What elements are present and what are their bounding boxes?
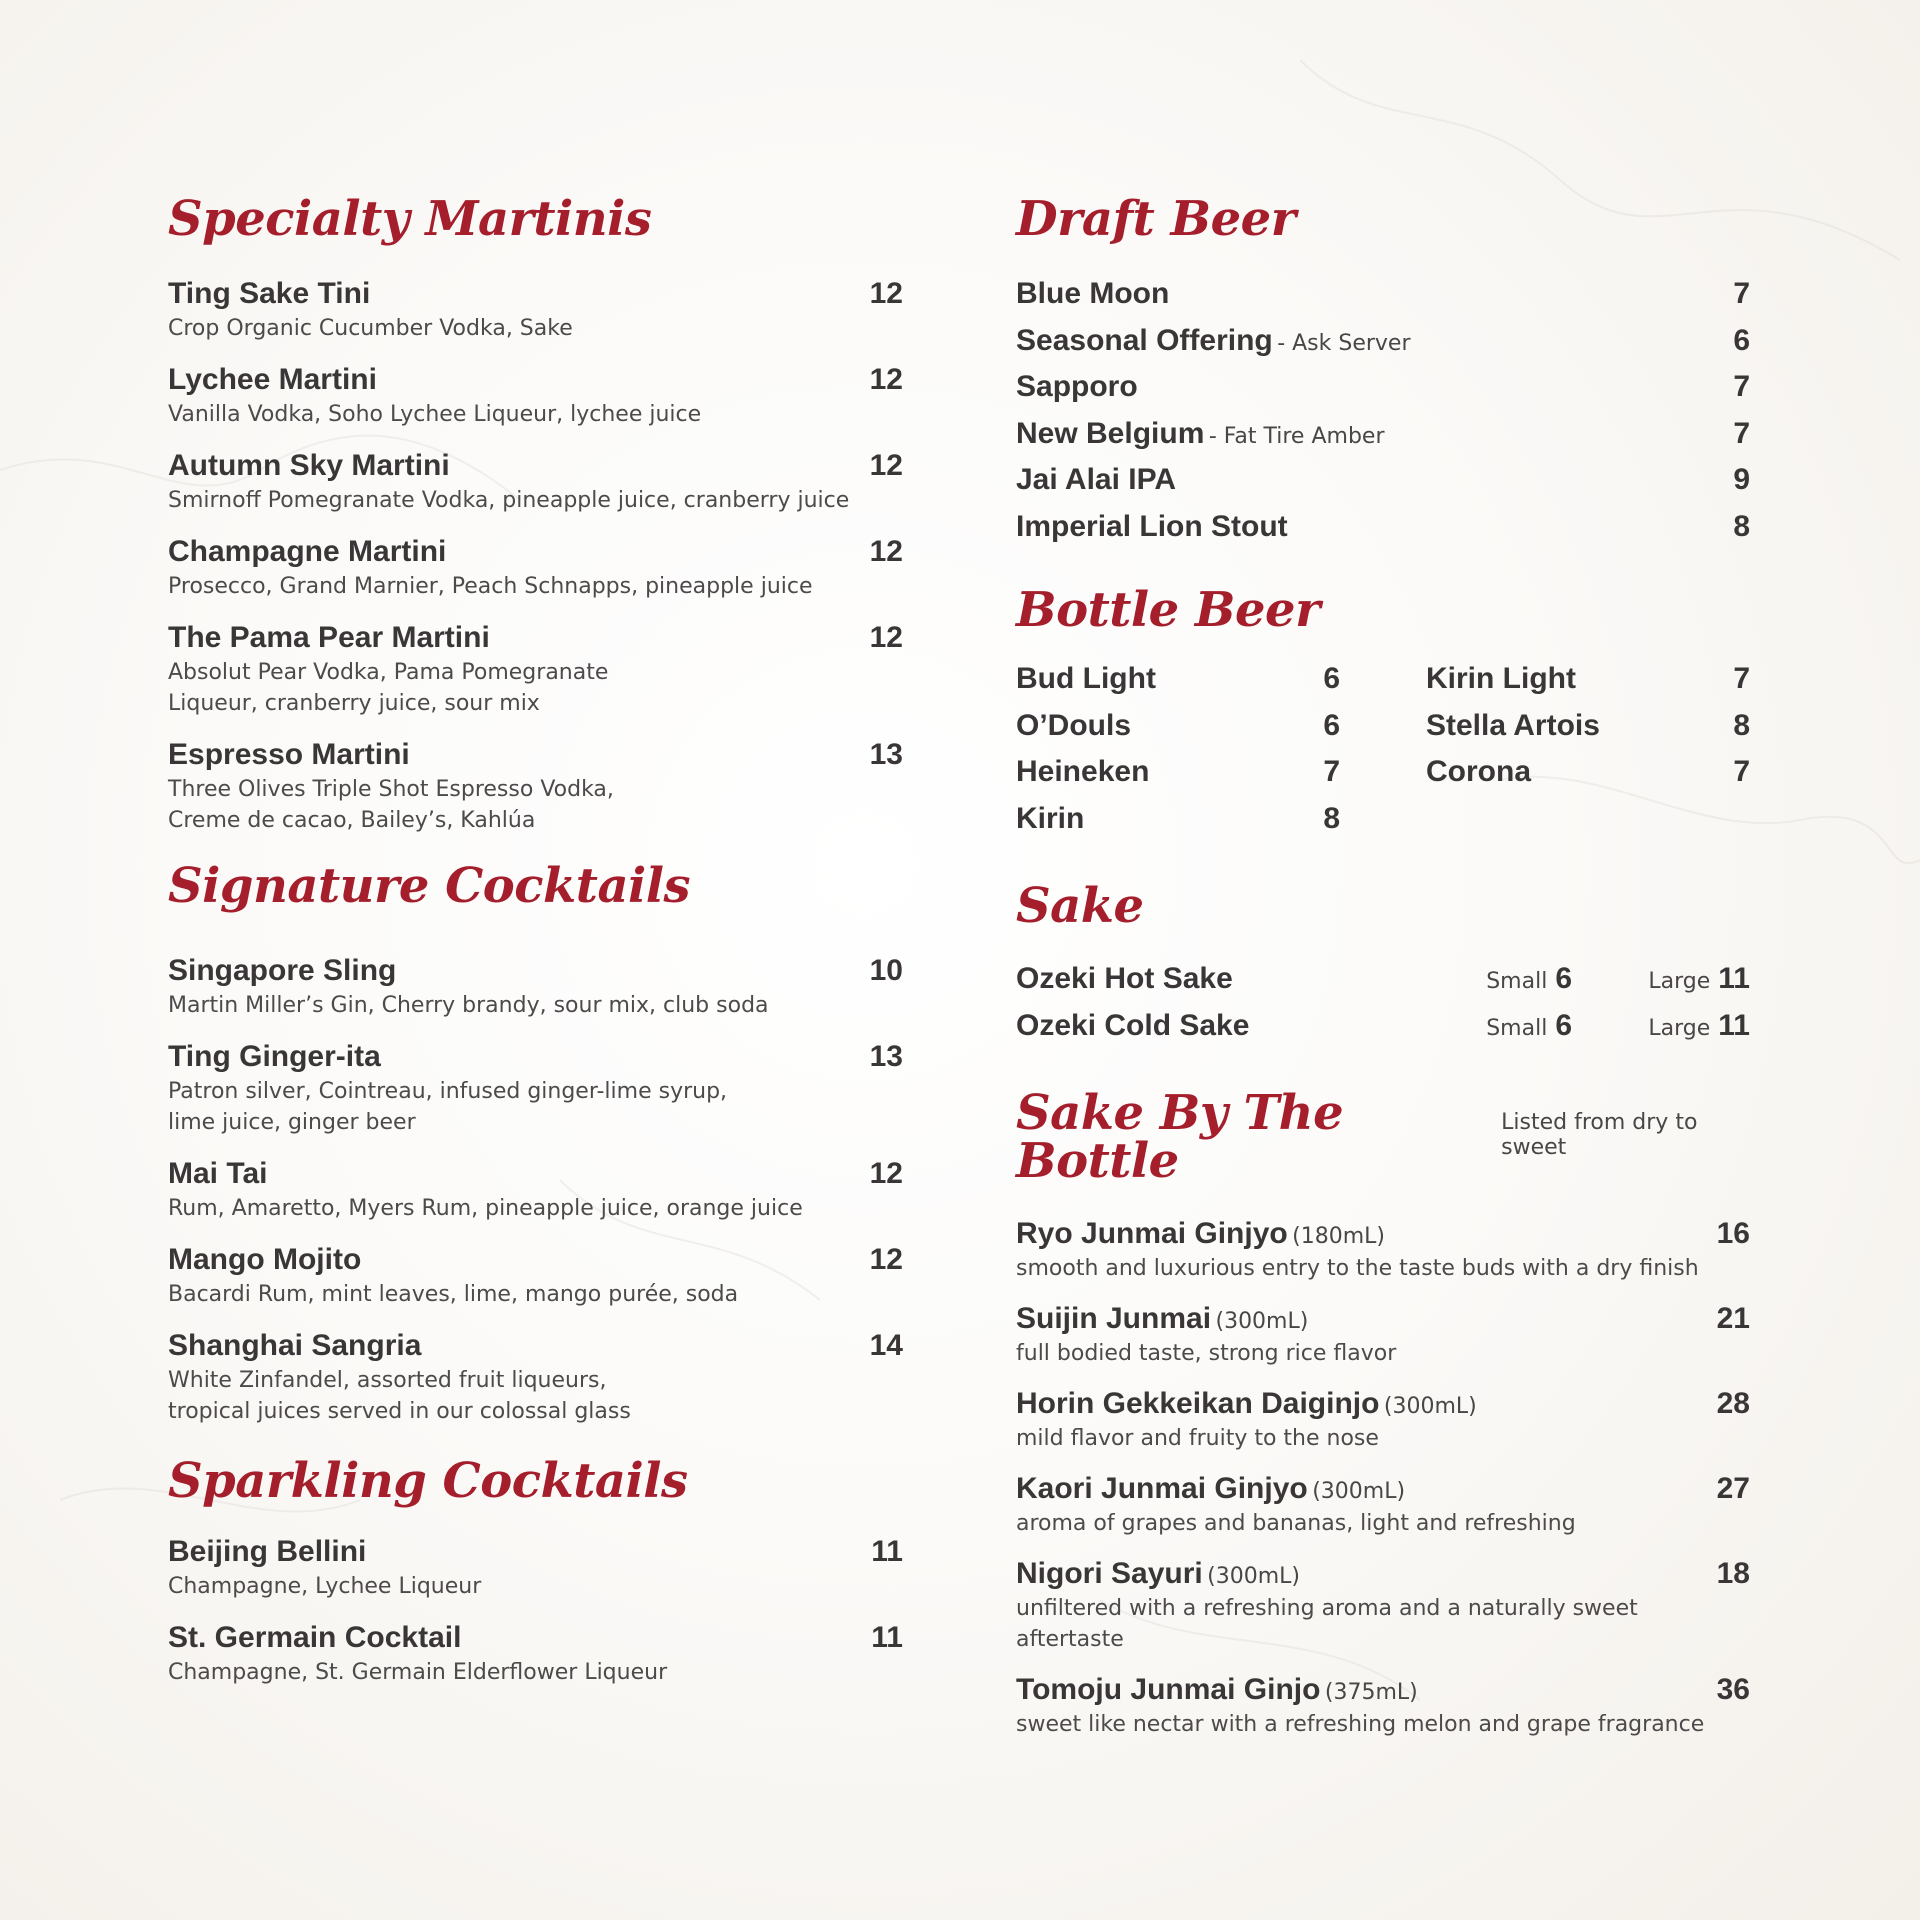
menu-item bbox=[168, 954, 903, 1021]
section-title: Signature Cocktails bbox=[168, 858, 691, 914]
item-description: mild flavor and fruity to the nose bbox=[1016, 1426, 1379, 1451]
item-description: Prosecco, Grand Marnier, Peach Schnapps, pineapple juice bbox=[168, 574, 813, 599]
item-price: 28 bbox=[1716, 1387, 1750, 1420]
bottle-beer-section bbox=[1016, 582, 1750, 848]
item-price: 11 bbox=[871, 1621, 903, 1654]
item-name: Sapporo bbox=[1016, 370, 1138, 403]
menu-item bbox=[1016, 277, 1750, 324]
menu-item bbox=[1016, 1217, 1750, 1284]
item-description: Three Olives Triple Shot Espresso Vodka, Creme de cacao, Bailey’s, Kahlúa bbox=[168, 777, 614, 833]
small-price-group bbox=[1412, 1009, 1572, 1043]
item-name: Stella Artois bbox=[1426, 708, 1600, 742]
item-name: Kirin Light bbox=[1426, 662, 1576, 695]
menu-item bbox=[168, 1040, 903, 1138]
item-price: 21 bbox=[1716, 1302, 1750, 1335]
bottle-beer-column-1 bbox=[1016, 662, 1340, 848]
item-name: Kirin bbox=[1016, 801, 1085, 835]
item-price: 7 bbox=[1733, 277, 1750, 310]
menu-item bbox=[168, 1329, 903, 1427]
section-title: Sparkling Cocktails bbox=[168, 1453, 688, 1509]
bottle-beer-column-2 bbox=[1426, 662, 1750, 848]
item-size: (180mL) bbox=[1292, 1224, 1386, 1249]
item-name: Ozeki Hot Sake bbox=[1016, 962, 1233, 995]
menu-item bbox=[1016, 463, 1750, 510]
menu-item bbox=[1016, 802, 1340, 849]
sake-list bbox=[1016, 962, 1750, 1055]
item-name: Singapore Sling bbox=[168, 954, 397, 987]
right-column bbox=[1016, 191, 1750, 1758]
item-description: Martin Miller’s Gin, Cherry brandy, sour mix, club soda bbox=[168, 993, 769, 1018]
item-note: - Ask Server bbox=[1277, 330, 1411, 356]
item-size: (300mL) bbox=[1207, 1564, 1301, 1589]
menu-item bbox=[1016, 1387, 1750, 1454]
large-price: 11 bbox=[1718, 1008, 1750, 1042]
small-price-group bbox=[1412, 962, 1572, 996]
item-price: 7 bbox=[1733, 416, 1750, 450]
item-name: O’Douls bbox=[1016, 708, 1132, 742]
item-price: 27 bbox=[1716, 1472, 1750, 1505]
martinis-list bbox=[168, 277, 903, 836]
item-description: Rum, Amaretto, Myers Rum, pineapple juice, orange juice bbox=[168, 1196, 803, 1221]
item-price: 12 bbox=[869, 1157, 903, 1190]
menu-item bbox=[1016, 1557, 1750, 1655]
sake-section bbox=[1016, 878, 1750, 1055]
item-size: (300mL) bbox=[1215, 1309, 1309, 1334]
item-price: 12 bbox=[869, 1243, 903, 1276]
menu-item bbox=[168, 1157, 903, 1224]
item-name: Espresso Martini bbox=[168, 738, 410, 771]
menu-item bbox=[1016, 1673, 1750, 1740]
draft-beer-section bbox=[1016, 191, 1750, 556]
item-description: aroma of grapes and bananas, light and refreshing bbox=[1016, 1511, 1576, 1536]
signature-cocktails-section bbox=[168, 858, 903, 1427]
item-price: 6 bbox=[1733, 323, 1750, 357]
item-price: 7 bbox=[1323, 755, 1340, 788]
menu-item bbox=[1016, 510, 1750, 557]
menu-item bbox=[1016, 1302, 1750, 1369]
menu-item bbox=[1016, 1472, 1750, 1539]
menu-item bbox=[1016, 709, 1340, 756]
item-name: Ozeki Cold Sake bbox=[1016, 1008, 1250, 1042]
large-label: Large bbox=[1648, 969, 1711, 994]
item-description: full bodied taste, strong rice flavor bbox=[1016, 1341, 1397, 1366]
large-label: Large bbox=[1648, 1015, 1711, 1041]
item-price: 7 bbox=[1733, 370, 1750, 403]
section-title: Sake bbox=[1016, 878, 1144, 934]
sparkling-cocktails-section bbox=[168, 1453, 903, 1688]
menu-item bbox=[168, 621, 903, 719]
menu-item bbox=[168, 738, 903, 836]
item-name: Ting Ginger-ita bbox=[168, 1040, 381, 1073]
item-price: 8 bbox=[1323, 801, 1340, 835]
item-name: Nigori Sayuri bbox=[1016, 1557, 1203, 1590]
small-label: Small bbox=[1486, 969, 1548, 994]
item-price: 6 bbox=[1323, 662, 1340, 695]
menu-item bbox=[1426, 662, 1750, 709]
menu-item bbox=[168, 277, 903, 344]
small-label: Small bbox=[1486, 1015, 1548, 1041]
section-title: Sake By The Bottle bbox=[1016, 1085, 1344, 1189]
item-price: 12 bbox=[869, 535, 903, 568]
cocktails-list bbox=[168, 954, 903, 1427]
item-description: Champagne, St. Germain Elderflower Liqueur bbox=[168, 1660, 668, 1685]
large-price: 11 bbox=[1718, 962, 1750, 995]
item-price: 18 bbox=[1716, 1557, 1750, 1590]
item-price: 6 bbox=[1323, 708, 1340, 742]
menu-item bbox=[1426, 709, 1750, 756]
item-description: Absolut Pear Vodka, Pama Pomegranate Liqueur, cranberry juice, sour mix bbox=[168, 660, 609, 716]
item-price: 14 bbox=[869, 1329, 903, 1362]
item-price: 7 bbox=[1733, 662, 1750, 695]
section-title: Specialty Martinis bbox=[168, 191, 652, 247]
draft-beer-list bbox=[1016, 277, 1750, 556]
item-name: Mango Mojito bbox=[168, 1243, 362, 1276]
item-size: (300mL) bbox=[1383, 1394, 1477, 1419]
item-description: Vanilla Vodka, Soho Lychee Liqueur, lychee juice bbox=[168, 402, 702, 427]
item-price: 12 bbox=[869, 277, 903, 310]
item-name: Heineken bbox=[1016, 755, 1150, 788]
item-price: 10 bbox=[869, 954, 903, 987]
item-name: Tomoju Junmai Ginjo bbox=[1016, 1673, 1321, 1706]
item-price: 16 bbox=[1716, 1217, 1750, 1250]
item-name: Autumn Sky Martini bbox=[168, 449, 450, 482]
menu-item bbox=[1016, 662, 1340, 709]
specialty-martinis-section bbox=[168, 191, 903, 836]
menu-item bbox=[1016, 962, 1750, 1009]
item-price: 36 bbox=[1716, 1673, 1750, 1706]
item-description: smooth and luxurious entry to the taste buds with a dry finish bbox=[1016, 1256, 1699, 1281]
item-description: Crop Organic Cucumber Vodka, Sake bbox=[168, 316, 573, 341]
item-name: Shanghai Sangria bbox=[168, 1329, 422, 1362]
section-note: Listed from dry to sweet bbox=[1501, 1110, 1698, 1160]
menu-item bbox=[168, 363, 903, 430]
sparkling-list bbox=[168, 1535, 903, 1688]
item-name: Lychee Martini bbox=[168, 363, 377, 396]
item-description: White Zinfandel, assorted fruit liqueurs, tropical juices served in our colossal glass bbox=[168, 1368, 631, 1424]
menu-item bbox=[1016, 370, 1750, 417]
item-description: Patron silver, Cointreau, infused ginger-lime syrup, lime juice, ginger beer bbox=[168, 1079, 728, 1135]
menu-item bbox=[1016, 755, 1340, 802]
section-title: Bottle Beer bbox=[1016, 582, 1320, 638]
item-size: (375mL) bbox=[1324, 1680, 1418, 1705]
large-price-group bbox=[1572, 1009, 1750, 1043]
item-name: Blue Moon bbox=[1016, 277, 1170, 310]
item-name: Suijin Junmai bbox=[1016, 1302, 1212, 1335]
item-description: Bacardi Rum, mint leaves, lime, mango purée, soda bbox=[168, 1282, 739, 1307]
item-price: 13 bbox=[869, 738, 903, 771]
item-name: Jai Alai IPA bbox=[1016, 463, 1177, 496]
item-name: Ting Sake Tini bbox=[168, 277, 371, 310]
item-note: - Fat Tire Amber bbox=[1208, 423, 1385, 449]
item-name: Horin Gekkeikan Daiginjo bbox=[1016, 1387, 1380, 1420]
item-name: Mai Tai bbox=[168, 1157, 268, 1190]
item-description: sweet like nectar with a refreshing melon and grape fragrance bbox=[1016, 1712, 1705, 1737]
left-column bbox=[168, 191, 903, 1707]
item-name: Corona bbox=[1426, 755, 1531, 788]
item-description: unfiltered with a refreshing aroma and a naturally sweet aftertaste bbox=[1016, 1596, 1638, 1652]
item-name: St. Germain Cocktail bbox=[168, 1621, 462, 1654]
bottle-beer-grid bbox=[1016, 662, 1750, 848]
menu-item bbox=[1426, 755, 1750, 802]
item-name: Beijing Bellini bbox=[168, 1535, 367, 1568]
item-description: Champagne, Lychee Liqueur bbox=[168, 1574, 482, 1599]
item-size: (300mL) bbox=[1312, 1479, 1406, 1504]
item-price: 13 bbox=[869, 1040, 903, 1073]
menu-item bbox=[168, 535, 903, 602]
menu-item bbox=[1016, 1009, 1750, 1056]
small-price: 6 bbox=[1555, 962, 1572, 995]
section-heading-row bbox=[1016, 1085, 1750, 1189]
menu-item bbox=[1016, 417, 1750, 464]
item-price: 11 bbox=[871, 1535, 903, 1568]
item-name: New Belgium bbox=[1016, 416, 1205, 450]
item-name: Ryo Junmai Ginjyo bbox=[1016, 1217, 1288, 1250]
small-price: 6 bbox=[1555, 1008, 1572, 1042]
item-name: Champagne Martini bbox=[168, 535, 447, 568]
item-description: Smirnoff Pomegranate Vodka, pineapple juice, cranberry juice bbox=[168, 488, 850, 513]
item-name: The Pama Pear Martini bbox=[168, 621, 490, 654]
large-price-group bbox=[1572, 962, 1750, 996]
item-name: Bud Light bbox=[1016, 662, 1156, 695]
item-name: Seasonal Offering bbox=[1016, 323, 1273, 357]
item-name: Kaori Junmai Ginjyo bbox=[1016, 1472, 1308, 1505]
menu-item bbox=[168, 1535, 903, 1602]
item-price: 7 bbox=[1733, 755, 1750, 788]
item-price: 8 bbox=[1733, 509, 1750, 543]
item-name: Imperial Lion Stout bbox=[1016, 509, 1288, 543]
item-price: 9 bbox=[1733, 463, 1750, 496]
item-price: 8 bbox=[1733, 708, 1750, 742]
item-price: 12 bbox=[869, 449, 903, 482]
section-title: Draft Beer bbox=[1016, 191, 1296, 247]
menu-item bbox=[1016, 324, 1750, 371]
menu-item bbox=[168, 449, 903, 516]
item-price: 12 bbox=[869, 363, 903, 396]
menu-item bbox=[168, 1621, 903, 1688]
item-price: 12 bbox=[869, 621, 903, 654]
sake-by-the-bottle-section bbox=[1016, 1085, 1750, 1740]
bottle-sake-list bbox=[1016, 1217, 1750, 1740]
menu-item bbox=[168, 1243, 903, 1310]
